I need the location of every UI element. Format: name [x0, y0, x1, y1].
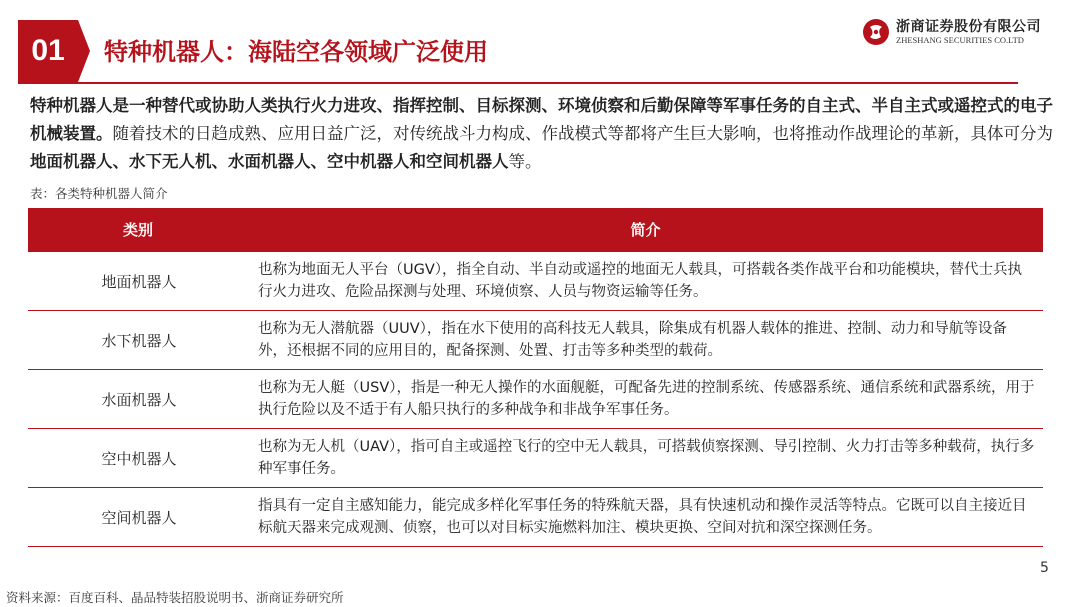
company-logo [862, 16, 1062, 52]
table-caption: 表：各类特种机器人简介 [30, 186, 168, 201]
logo-text-en: ZHESHANG SECURITIES CO.LTD [896, 35, 1024, 45]
page-title: 特种机器人：海陆空各领域广泛使用 [104, 38, 488, 66]
row-category: 空间机器人 [101, 508, 177, 527]
row-description: 指具有一定自主感知能力，能完成多样化军事任务的特殊航天器，具有快速机动和操作灵活等特点。它既可以自主接近目标航天器来完成观测、侦察，也可以对目标实施燃料加注、模块更换、空间对抗和深空探测任务。 [258, 498, 1027, 536]
zheshang-logo-icon [862, 18, 890, 46]
header-category: 类别 [122, 221, 153, 239]
row-description: 也称为地面无人平台（UGV），指全自动、半自动或遥控的地面无人载具，可搭载各类作战平台和功能模块，替代士兵执行火力进攻、危险品探测与处理、环境侦察、人员与物资运输等任务。 [258, 262, 1023, 300]
intro-paragraph [30, 92, 1055, 176]
table-row [28, 370, 1043, 429]
row-category: 水面机器人 [101, 390, 177, 409]
row-description: 也称为无人潜航器（UUV），指在水下使用的高科技无人载具，除集成有机器人载体的推进、控制、动力和导航等设备外，还根据不同的应用目的，配备探测、处置、打击等多种类型的载荷。 [258, 321, 1007, 359]
row-category: 空中机器人 [101, 449, 177, 468]
table-header [28, 208, 1043, 252]
intro-text: 随着技术的日趋成熟、应用日益广泛，对传统战斗力构成、作战模式等都将产生巨大影响，也将推动作战理论的革新，具体可分为 [112, 124, 1053, 143]
row-category: 水下机器人 [101, 331, 177, 350]
row-description: 也称为无人艇（USV），指是一种无人操作的水面舰艇，可配备先进的控制系统、传感器系统、通信系统和武器系统，用于执行危险以及不适于有人船只执行的多种战争和非战争军事任务。 [258, 380, 1035, 418]
page-number: 5 [1040, 560, 1049, 576]
section-number: 01 [18, 20, 78, 82]
table-row [28, 311, 1043, 370]
table-row [28, 488, 1043, 547]
intro-bold-definition: 特种机器人是一种替代或协助人类执行火力进攻、指挥控制、目标探测、环境侦察和后勤保障等军事任务的自主式、半自主式或遥控式的电子机械装置。 [30, 96, 1053, 143]
header-description: 简介 [630, 221, 661, 239]
table-row [28, 252, 1043, 311]
source-note: 资料来源：百度百科、晶品特装招股说明书、浙商证券研究所 [6, 590, 344, 605]
intro-text-end: 等。 [508, 152, 542, 171]
table-row [28, 429, 1043, 488]
intro-bold-categories: 地面机器人、水下无人机、水面机器人、空中机器人和空间机器人 [30, 152, 509, 171]
row-category: 地面机器人 [101, 272, 177, 291]
logo-text-cn: 浙商证券股份有限公司 [896, 19, 1041, 35]
row-description: 也称为无人机（UAV），指可自主或遥控飞行的空中无人载具，可搭载侦察探测、导引控制、火力打击等多种载荷，执行多种军事任务。 [258, 439, 1035, 477]
robot-table [28, 208, 1043, 547]
